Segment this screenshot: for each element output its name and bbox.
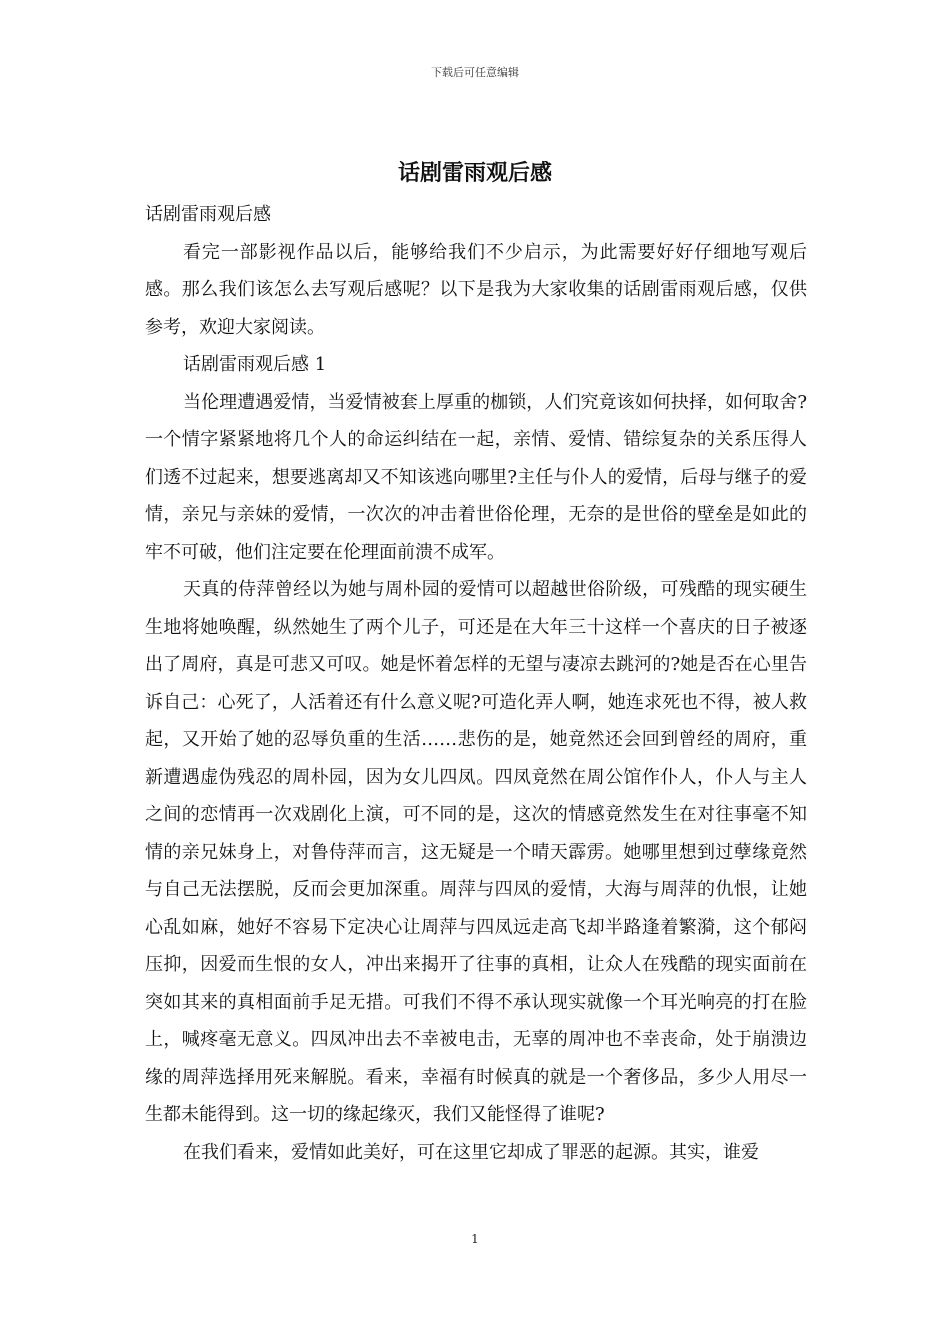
body-paragraph: 在我们看来，爱情如此美好，可在这里它却成了罪恶的起源。其实，谁爱 xyxy=(183,1141,759,1163)
section-heading: 话剧雷雨观后感 1 xyxy=(183,354,327,375)
document-title: 话剧雷雨观后感 xyxy=(397,160,552,186)
intro-paragraph: 看完一部影视作品以后，能够给我们不少启示，为此需要好好仔细地写观后感。那么我们该怎么去写观后感呢？以下是我为大家收集的话剧雷雨观后感，仅供参考，欢迎大家阅读。 xyxy=(145,241,807,338)
header-note: 下载后可任意编辑 xyxy=(431,66,519,79)
page-number: 1 xyxy=(471,1232,479,1246)
subtitle-paragraph: 话剧雷雨观后感 xyxy=(145,204,271,225)
document-body xyxy=(145,196,807,1171)
body-paragraph: 当伦理遭遇爱情，当爱情被套上厚重的枷锁，人们究竟该如何抉择，如何取舍?一个情字紧紧地将几个人的命运纠结在一起，亲情、爱情、错综复杂的关系压得人们透不过起来，想要逃离却又不知该逃向哪里?主任与仆人的爱情，后母与继子的爱情，亲兄与亲妹的爱情，一次次的冲击着世俗伦理，无奈的是世俗的壁垒是如此的牢不可破，他们注定要在伦理面前溃不成军。 xyxy=(145,391,807,563)
body-paragraph: 天真的侍萍曾经以为她与周朴园的爱情可以超越世俗阶级，可残酷的现实硬生生地将她唤醒，纵然她生了两个儿子，可还是在大年三十这样一个喜庆的日子被逐出了周府，真是可悲又可叹。她是怀着怎样的无望与凄凉去跳河的?她是否在心里告诉自己：心死了，人活着还有什么意义呢?可造化弄人啊，她连求死也不得，被人救起，又开始了她的忍辱负重的生活……悲伤的是，她竟然还会回到曾经的周府，重新遭遇虚伪残忍的周朴园，因为女儿四凤。四凤竟然在周公馆作仆人，仆人与主人之间的恋情再一次戏剧化上演，可不同的是，这次的情感竟然发生在对往事毫不知情的亲兄妹身上，对鲁侍萍而言，这无疑是一个晴天霹雳。她哪里想到过孽缘竟然与自己无法摆脱，反而会更加深重。周萍与四凤的爱情，大海与周萍的仇恨，让她心乱如麻，她好不容易下定决心让周萍与四凤远走高飞却半路逢着繁漪，这个郁闷压抑，因爱而生恨的女人，冲出来揭开了往事的真相，让众人在残酷的现实面前在突如其来的真相面前手足无措。可我们不得不承认现实就像一个耳光响亮的打在脸上，喊疼毫无意义。四凤冲出去不幸被电击，无辜的周冲也不幸丧命，处于崩溃边缘的周萍选择用死来解脱。看来，幸福有时候真的就是一个奢侈品，多少人用尽一生都未能得到。这一切的缘起缘灭，我们又能怪得了谁呢? xyxy=(145,579,807,1125)
